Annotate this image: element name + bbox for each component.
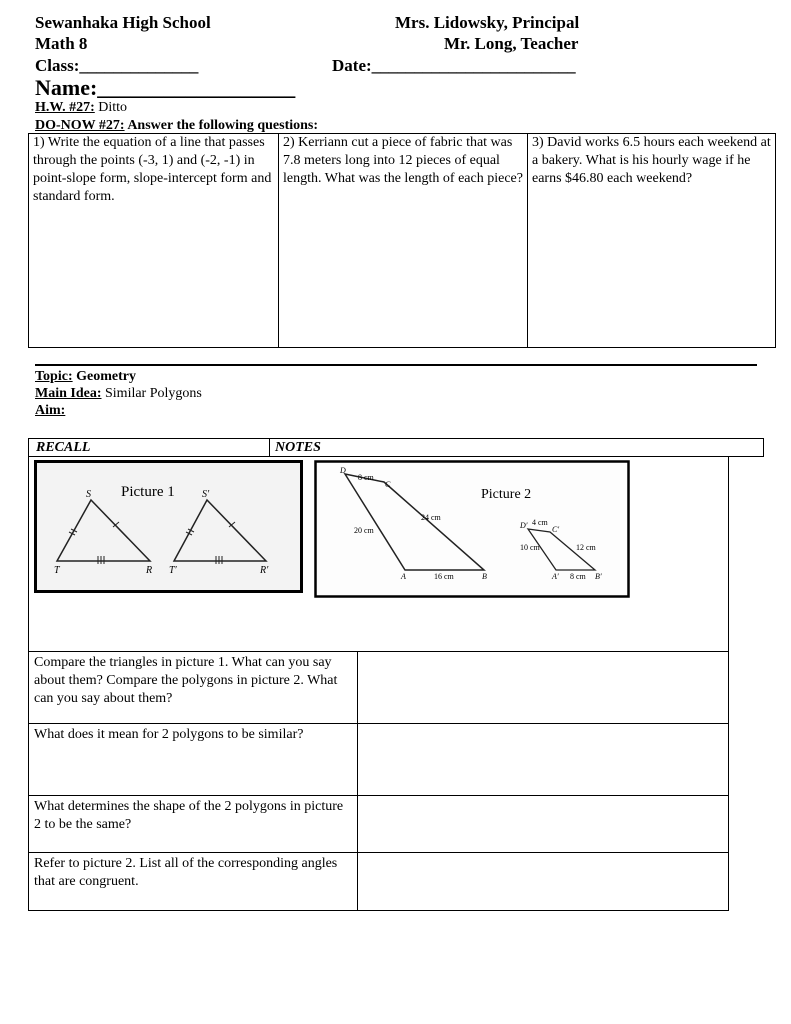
class-field: Class:______________ bbox=[35, 56, 199, 75]
donow-question-2-text: 2) Kerriann cut a piece of fabric that was 7.8 meters long into 12 pieces of equal length. What was the length of each piece? bbox=[283, 135, 523, 186]
measure-a2b2: 8 cm bbox=[570, 572, 586, 581]
answer-cell-3[interactable] bbox=[357, 795, 729, 853]
question-row-2 bbox=[28, 723, 358, 796]
question-row-3 bbox=[28, 795, 358, 853]
question-3-text: What determines the shape of the 2 polygons in picture 2 to be the same? bbox=[34, 799, 344, 832]
label-r-prime: R′ bbox=[260, 565, 269, 576]
label-d-prime: D′ bbox=[520, 521, 528, 530]
picture-1 bbox=[34, 460, 303, 593]
principal-name: Mrs. Lidowsky, Principal bbox=[395, 13, 580, 32]
picture-1-title: Picture 1 bbox=[121, 484, 175, 500]
course-name: Math 8 bbox=[35, 34, 88, 53]
donow-question-1 bbox=[28, 133, 279, 348]
question-2-text: What does it mean for 2 polygons to be similar? bbox=[34, 727, 304, 742]
donow-question-1-text: 1) Write the equation of a line that passes through the points (-3, 1) and (-2, -1) in point-slope form, slope-intercept form and standard form. bbox=[33, 135, 272, 204]
measure-c2b2: 12 cm bbox=[576, 543, 596, 552]
label-t-prime: T′ bbox=[169, 565, 177, 576]
measure-ab: 16 cm bbox=[434, 572, 454, 581]
label-r: R bbox=[146, 565, 153, 576]
donow-label: DO-NOW #27: bbox=[35, 118, 125, 133]
label-s: S bbox=[86, 489, 91, 500]
question-row-1 bbox=[28, 651, 358, 724]
aim-label: Aim: bbox=[35, 403, 66, 418]
recall-header: RECALL bbox=[28, 438, 270, 457]
label-c: C bbox=[385, 480, 391, 489]
label-s-prime: S′ bbox=[202, 489, 210, 500]
main-idea-value: Similar Polygons bbox=[105, 386, 202, 401]
section-divider bbox=[35, 364, 757, 366]
topic-line bbox=[35, 368, 136, 385]
name-field: Name:__________________ bbox=[35, 75, 296, 100]
donow-instruction: Answer the following questions: bbox=[127, 118, 319, 133]
main-idea-line bbox=[35, 385, 202, 402]
answer-cell-4[interactable] bbox=[357, 852, 729, 911]
donow-question-3-text: 3) David works 6.5 hours each weekend at a bakery. What is his hourly wage if he earns $46.80 each weekend? bbox=[532, 135, 771, 186]
school-name: Sewanhaka High School bbox=[35, 13, 211, 32]
label-b-prime: B′ bbox=[595, 572, 602, 581]
label-a: A bbox=[401, 572, 406, 581]
donow-question-2 bbox=[278, 133, 528, 348]
donow-line bbox=[35, 117, 318, 134]
label-b: B bbox=[482, 572, 487, 581]
main-idea-label: Main Idea: bbox=[35, 386, 102, 401]
donow-question-3 bbox=[527, 133, 776, 348]
question-row-4 bbox=[28, 852, 358, 911]
measure-d2a2: 10 cm bbox=[520, 543, 540, 552]
teacher-name: Mr. Long, Teacher bbox=[444, 34, 579, 53]
measure-dc: 8 cm bbox=[358, 473, 374, 482]
label-c-prime: C′ bbox=[552, 525, 560, 534]
label-t: T bbox=[54, 565, 60, 576]
notes-header: NOTES bbox=[269, 438, 764, 457]
answer-cell-1[interactable] bbox=[357, 651, 729, 724]
label-d: D bbox=[340, 466, 346, 475]
topic-value: Geometry bbox=[76, 369, 136, 384]
picture-2-title: Picture 2 bbox=[481, 487, 532, 502]
answer-cell-2[interactable] bbox=[357, 723, 729, 796]
homework-value: Ditto bbox=[98, 100, 128, 115]
measure-da: 20 cm bbox=[354, 526, 374, 535]
date-field: Date:________________________ bbox=[332, 56, 576, 75]
picture-2 bbox=[314, 460, 630, 598]
homework-label: H.W. #27: bbox=[35, 100, 95, 115]
measure-d2c2: 4 cm bbox=[532, 518, 548, 527]
question-1-text: Compare the triangles in picture 1. What can you say about them? Compare the polygons in picture 2. What can you say about them? bbox=[34, 655, 338, 706]
label-a-prime: A′ bbox=[552, 572, 559, 581]
measure-cb: 24 cm bbox=[421, 513, 441, 522]
homework-line bbox=[35, 99, 127, 116]
question-4-text: Refer to picture 2. List all of the corresponding angles that are congruent. bbox=[34, 856, 338, 889]
topic-label: Topic: bbox=[35, 369, 73, 384]
